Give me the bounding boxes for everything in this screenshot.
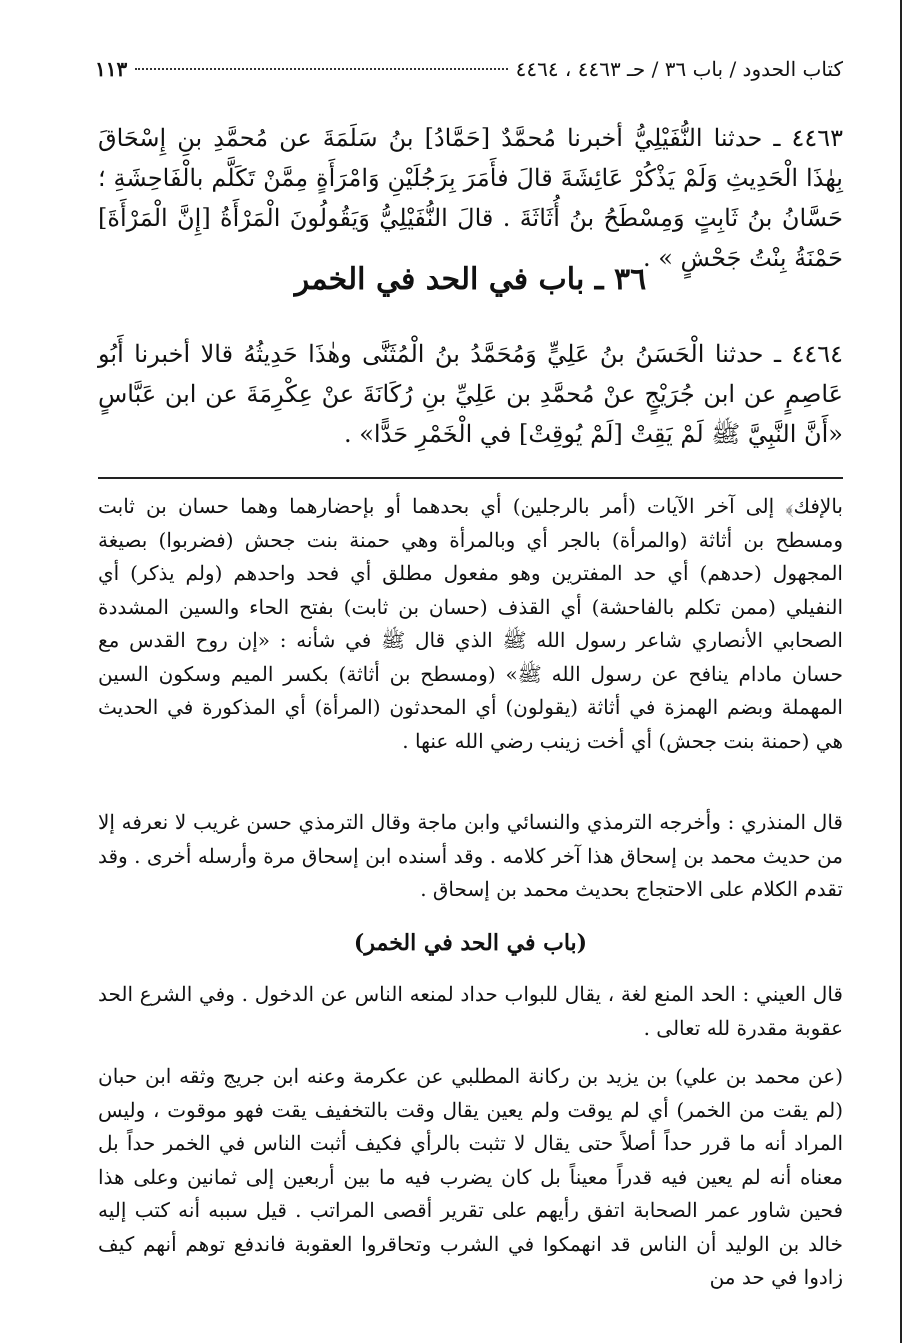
commentary-paragraph-3: قال العيني : الحد المنع لغة ، يقال للبواب حداد لمنعه الناس عن الدخول . وفي الشرع الحد عقوبة مقدرة لله تعالى .	[98, 982, 843, 1040]
page-number: ١١٣	[95, 57, 128, 81]
commentary-paragraph-2: قال المنذري : وأخرجه الترمذي والنسائي وابن ماجة وقال الترمذي حسن غريب لا نعرفه إلا من حديث محمد بن إسحاق هذا آخر كلامه . وقد أسنده ابن إسحاق مرة وأرسله أخرى . وقد تقدم الكلام على الاحتجاج بحديث محمد بن إسحاق .	[98, 810, 843, 901]
page-edge-rule	[900, 0, 902, 1343]
footnote-divider	[98, 477, 843, 479]
commentary-paragraph-1: بالإفك﴾ إلى آخر الآيات (أمر بالرجلين) أي بحدهما أو بإحضارهما وهما حسان بن ثابت ومسطح بن أثاثة (والمرأة) بالجر أي وبالمرأة وهي حمنة بنت جحش (فضربوا) بصيغة المجهول (حدهم) أي حد المفترين وهو مفعول مطلق أي فحد واحدهم (ولم يذكر) أي النفيلي (ممن تكلم بالفاحشة) أي القذف (حسان بن ثابت) بفتح الحاء والسين المشددة الصحابي الأنصاري شاعر رسول الله ﷺ الذي قال ﷺ في شأنه : «إن روح القدس مع حسان مادام ينافح عن رسول الله ﷺ» (ومسطح بن أثاثة) بكسر الميم وسكون السين المهملة وبضم الهمزة في أثاثة (يقولون) أي المحدثون (المرأة) أي المذكورة في الحديث هي (حمنة بنت جحش) أي أخت زينب رضي الله عنها .	[98, 494, 843, 753]
hadith-4464: ٤٤٦٤ ـ حدثنا الْحَسَنُ بنُ عَلِيٍّ وَمُحَمَّدُ بنُ الْمُثَنَّى وهٰذَا حَدِيثُهُ قالا أخبرنا أَبُو عَاصِمٍ عن ابن جُرَيْجٍ عنْ مُحمَّدِ بن عَلِيِّ بنِ رُكَانَةَ عنْ عِكْرِمَةَ عن ابن عَبَّاسٍ «أَنَّ النَّبِيَّ ﷺ لَمْ يَقِتْ [لَمْ يُوقِتْ] في الْخَمْرِ حَدًّا» .	[98, 340, 843, 448]
hadith-4463: ٤٤٦٣ ـ حدثنا النُّفَيْلِيُّ أخبرنا مُحمَّدٌ [حَمَّادُ] بنُ سَلَمَةَ عن مُحمَّدِ بنِ إِسْحَاقَ بِهٰذَا الْحَدِيثِ وَلَمْ يَذْكُرْ عَائِشَةَ قالَ فأَمَرَ بِرَجُلَيْنِ وَامْرَأَةٍ مِمَّنْ تَكَلَّم بالْفَاحِشَةِ ؛ حَسَّانُ بنُ ثَابِتٍ وَمِسْطَحُ بنُ أُثَاثَةَ . قالَ النُّفَيْلِيُّ وَيَقُولُونَ الْمَرْأَةُ [إِنَّ الْمَرْأَةَ] حَمْنَةُ بِنْتُ جَحْشٍ » .	[98, 124, 843, 272]
header-dot-leader	[135, 68, 507, 70]
chapter-title: ٣٦ ـ باب في الحد في الخمر	[294, 262, 647, 297]
commentary-paragraph-4: (عن محمد بن علي) بن يزيد بن ركانة المطلبي عن عكرمة وعنه ابن جريج وثقه ابن حبان (لم يقت من الخمر) أي لم يوقت ولم يعين يقال وقت بالتخفيف يقت فهو موقوت ، وليس المراد أنه ما قرر حداً أصلاً حتى يقال لا تثبت بالرأي فكيف أثبت الناس في الخمر حداً بل معناه أنه لم يعين فيه قدراً معيناً بل كان يضرب فيه ما بين أربعين إلى ثمانين وعلى هذا فحين شاور عمر الصحابة اتفق رأيهم على تقرير أقصى المراتب . قيل سببه أنه كتب إليه خالد بن الوليد أن الناس قد انهمكوا في الشرب وتحاقروا العقوبة فاندفع توهم أنهم كيف زادوا في حد من	[98, 1064, 843, 1289]
running-header	[95, 57, 843, 97]
commentary-subheading: (باب في الحد في الخمر)	[353, 930, 588, 956]
header-title: كتاب الحدود / باب ٣٦ / حـ ٤٤٦٣ ، ٤٤٦٤	[515, 57, 843, 81]
